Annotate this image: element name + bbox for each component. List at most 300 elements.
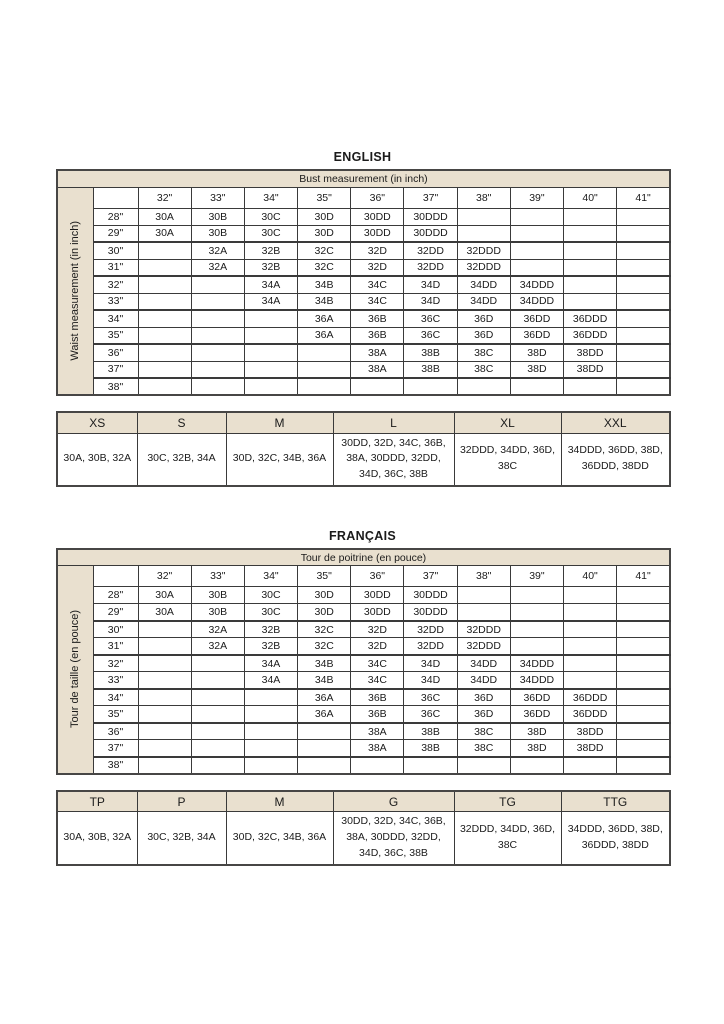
bra-size-cell	[457, 587, 510, 604]
bra-size-cell: 36B	[351, 310, 404, 327]
waist-row	[57, 604, 670, 621]
bra-size-cell: 30A	[138, 587, 191, 604]
bra-size-cell: 38C	[457, 723, 510, 740]
bra-size-cell: 30DD	[351, 604, 404, 621]
waist-row	[57, 208, 670, 225]
band-header-row	[57, 566, 670, 587]
bra-size-cell	[298, 740, 351, 757]
bra-size-cell: 30C	[244, 208, 297, 225]
bra-size-cell	[191, 276, 244, 293]
bra-size-cell	[510, 259, 563, 276]
summary-sizes-cell: 30DD, 32D, 34C, 36B, 38A, 30DDD, 32DD, 34D, 36C, 38B	[333, 812, 454, 865]
section-title: ENGLISH	[333, 150, 392, 164]
bra-size-cell	[617, 655, 670, 672]
waist-row	[57, 655, 670, 672]
bra-size-cell	[138, 242, 191, 259]
waist-row-label: 28"	[93, 587, 138, 604]
bra-size-cell	[298, 378, 351, 395]
bra-size-cell: 30C	[244, 604, 297, 621]
waist-row-label: 31"	[93, 638, 138, 655]
waist-row-label: 31"	[93, 259, 138, 276]
band-size-header: 37"	[404, 187, 457, 208]
band-size-header: 40"	[564, 187, 617, 208]
band-header-row	[57, 187, 670, 208]
summary-sizes-cell: 34DDD, 36DD, 38D, 36DDD, 38DD	[561, 433, 670, 486]
bra-size-cell: 30D	[298, 208, 351, 225]
bra-size-cell	[138, 378, 191, 395]
bra-size-cell: 32B	[244, 242, 297, 259]
bra-size-cell	[138, 689, 191, 706]
summary-sizes-cell: 30DD, 32D, 34C, 36B, 38A, 30DDD, 32DD, 34D, 36C, 38B	[333, 433, 454, 486]
band-size-header: 39"	[510, 187, 563, 208]
waist-row-label: 34"	[93, 689, 138, 706]
section-title: FRANÇAIS	[329, 528, 396, 543]
bra-size-cell: 38DD	[564, 740, 617, 757]
bra-size-cell: 30DDD	[404, 604, 457, 621]
bra-size-cell: 34DDD	[510, 655, 563, 672]
bust-measurement-header: Bust measurement (in inch)	[57, 170, 670, 187]
measurement-table	[56, 169, 671, 396]
bra-size-cell	[351, 757, 404, 774]
bra-size-cell: 34DD	[457, 293, 510, 310]
bra-size-cell	[457, 378, 510, 395]
bra-size-cell	[564, 757, 617, 774]
waist-axis-label-cell	[57, 187, 93, 395]
bra-size-cell	[244, 723, 297, 740]
bust-measurement-header: Tour de poitrine (en pouce)	[57, 549, 670, 566]
bra-size-cell: 34DDD	[510, 293, 563, 310]
bra-size-cell: 32DDD	[457, 638, 510, 655]
bra-size-cell	[138, 310, 191, 327]
waist-row	[57, 344, 670, 361]
summary-size-header: XL	[454, 412, 561, 433]
bra-size-cell: 36C	[404, 689, 457, 706]
summary-sizes-cell: 30A, 30B, 32A	[57, 433, 137, 486]
band-size-header: 41"	[617, 566, 670, 587]
bra-size-cell	[617, 225, 670, 242]
bra-size-cell	[244, 740, 297, 757]
band-size-header: 39"	[510, 566, 563, 587]
summary-size-header: M	[226, 791, 333, 812]
bra-size-cell	[191, 672, 244, 689]
bra-size-cell: 30D	[298, 225, 351, 242]
bra-size-cell	[298, 344, 351, 361]
waist-row	[57, 361, 670, 378]
bra-size-cell	[404, 378, 457, 395]
bra-size-cell: 32C	[298, 259, 351, 276]
bra-size-cell	[617, 621, 670, 638]
bra-size-cell: 32A	[191, 242, 244, 259]
bra-size-cell	[138, 638, 191, 655]
bra-size-cell	[138, 361, 191, 378]
bra-size-cell: 32A	[191, 638, 244, 655]
bra-size-cell	[351, 378, 404, 395]
bra-size-cell	[510, 621, 563, 638]
bra-size-cell: 30B	[191, 604, 244, 621]
bra-size-cell: 30D	[298, 587, 351, 604]
bra-size-cell	[617, 259, 670, 276]
waist-row	[57, 740, 670, 757]
bra-size-cell: 32DD	[404, 638, 457, 655]
bra-size-cell	[244, 361, 297, 378]
waist-row	[57, 276, 670, 293]
bra-size-cell: 30DD	[351, 208, 404, 225]
bra-size-cell: 32DD	[404, 259, 457, 276]
bust-header-row	[57, 549, 670, 566]
bra-size-cell: 30DDD	[404, 208, 457, 225]
bra-size-cell: 30A	[138, 604, 191, 621]
summary-header-row	[57, 791, 670, 812]
summary-data-row	[57, 433, 670, 486]
bra-size-cell	[510, 225, 563, 242]
bra-size-cell	[617, 689, 670, 706]
bra-size-cell: 30B	[191, 587, 244, 604]
summary-sizes-cell: 30D, 32C, 34B, 36A	[226, 812, 333, 865]
waist-row	[57, 378, 670, 395]
bra-size-cell: 30DDD	[404, 225, 457, 242]
waist-row	[57, 293, 670, 310]
bra-size-cell: 38D	[510, 740, 563, 757]
bra-size-cell: 34D	[404, 293, 457, 310]
band-size-header: 40"	[564, 566, 617, 587]
waist-row	[57, 310, 670, 327]
bra-size-cell: 36C	[404, 310, 457, 327]
waist-row	[57, 672, 670, 689]
bra-size-cell	[617, 378, 670, 395]
band-size-header: 35"	[298, 187, 351, 208]
bra-size-cell	[298, 757, 351, 774]
bra-size-cell: 38A	[351, 361, 404, 378]
bra-size-cell	[244, 310, 297, 327]
bra-size-cell	[617, 723, 670, 740]
waist-row	[57, 621, 670, 638]
bra-size-cell	[510, 242, 563, 259]
bra-size-cell: 34A	[244, 655, 297, 672]
bra-size-cell	[617, 276, 670, 293]
bra-size-cell: 32D	[351, 242, 404, 259]
waist-row-label: 35"	[93, 706, 138, 723]
page-content	[56, 150, 669, 908]
waist-row-label: 28"	[93, 208, 138, 225]
bra-size-cell: 34A	[244, 293, 297, 310]
summary-size-header: TG	[454, 791, 561, 812]
waist-row	[57, 242, 670, 259]
waist-row-label: 34"	[93, 310, 138, 327]
summary-size-header: P	[137, 791, 226, 812]
bra-size-cell	[138, 706, 191, 723]
bra-size-cell	[510, 604, 563, 621]
bra-size-cell: 34A	[244, 672, 297, 689]
band-size-header: 36"	[351, 566, 404, 587]
bra-size-cell: 30D	[298, 604, 351, 621]
bra-size-cell: 34B	[298, 293, 351, 310]
bra-size-cell	[617, 242, 670, 259]
bra-size-cell: 36DDD	[564, 310, 617, 327]
bra-size-cell: 34B	[298, 276, 351, 293]
bra-size-cell: 30B	[191, 225, 244, 242]
bra-size-cell: 34DD	[457, 672, 510, 689]
bra-size-cell: 38DD	[564, 361, 617, 378]
bra-size-cell	[138, 293, 191, 310]
waist-row-label: 29"	[93, 604, 138, 621]
bra-size-cell	[191, 740, 244, 757]
bra-size-cell	[457, 604, 510, 621]
bra-size-cell: 36DDD	[564, 327, 617, 344]
bra-size-cell: 34C	[351, 655, 404, 672]
corner-cell	[93, 187, 138, 208]
bra-size-cell: 32B	[244, 259, 297, 276]
bra-size-cell	[564, 259, 617, 276]
bra-size-cell: 36C	[404, 327, 457, 344]
bra-size-cell: 32DD	[404, 242, 457, 259]
summary-sizes-cell: 30C, 32B, 34A	[137, 812, 226, 865]
waist-row	[57, 225, 670, 242]
bra-size-cell	[564, 293, 617, 310]
bra-size-cell: 38B	[404, 344, 457, 361]
bra-size-cell	[244, 344, 297, 361]
bra-size-cell: 32DDD	[457, 259, 510, 276]
band-size-header: 32"	[138, 566, 191, 587]
bra-size-cell: 34DD	[457, 655, 510, 672]
band-size-header: 32"	[138, 187, 191, 208]
bra-size-cell	[564, 672, 617, 689]
bra-size-cell	[138, 723, 191, 740]
waist-row-label: 38"	[93, 378, 138, 395]
bust-header-row	[57, 170, 670, 187]
waist-row-label: 32"	[93, 276, 138, 293]
waist-row	[57, 689, 670, 706]
summary-size-header: M	[226, 412, 333, 433]
waist-axis-label: Tour de taille (en pouce)	[68, 610, 81, 729]
waist-row-label: 37"	[93, 740, 138, 757]
bra-size-cell	[564, 208, 617, 225]
summary-size-header: TTG	[561, 791, 670, 812]
waist-row	[57, 587, 670, 604]
bra-size-cell	[191, 310, 244, 327]
bra-size-cell	[138, 757, 191, 774]
bra-size-cell	[564, 587, 617, 604]
summary-sizes-cell: 30A, 30B, 32A	[57, 812, 137, 865]
bra-size-cell: 32C	[298, 242, 351, 259]
bra-size-cell: 34D	[404, 655, 457, 672]
bra-size-cell: 32DDD	[457, 242, 510, 259]
bra-size-cell: 36C	[404, 706, 457, 723]
bra-size-cell: 32D	[351, 638, 404, 655]
bra-size-cell	[457, 208, 510, 225]
bra-size-cell	[564, 655, 617, 672]
band-size-header: 36"	[351, 187, 404, 208]
bra-size-cell	[404, 757, 457, 774]
bra-size-cell	[138, 672, 191, 689]
size-chart-section	[56, 529, 669, 866]
bra-size-cell	[617, 672, 670, 689]
bra-size-cell	[191, 361, 244, 378]
waist-row	[57, 706, 670, 723]
bra-size-cell	[564, 638, 617, 655]
size-summary-table	[56, 790, 671, 866]
bra-size-cell	[457, 757, 510, 774]
bra-size-cell: 30B	[191, 208, 244, 225]
waist-axis-label-cell	[57, 566, 93, 774]
bra-size-cell: 32A	[191, 259, 244, 276]
summary-sizes-cell: 30C, 32B, 34A	[137, 433, 226, 486]
bra-size-cell: 34DDD	[510, 276, 563, 293]
bra-size-cell	[191, 723, 244, 740]
summary-header-row	[57, 412, 670, 433]
bra-size-cell	[138, 327, 191, 344]
band-size-header: 35"	[298, 566, 351, 587]
band-size-header: 33"	[191, 566, 244, 587]
bra-size-cell	[138, 276, 191, 293]
bra-size-cell: 32DDD	[457, 621, 510, 638]
bra-size-cell: 34D	[404, 672, 457, 689]
bra-size-cell	[298, 723, 351, 740]
bra-size-cell: 30A	[138, 225, 191, 242]
bra-size-cell	[191, 689, 244, 706]
bra-size-cell	[191, 706, 244, 723]
bra-size-cell: 38A	[351, 740, 404, 757]
bra-size-cell	[564, 276, 617, 293]
bra-size-cell: 34DD	[457, 276, 510, 293]
bra-size-cell	[617, 740, 670, 757]
bra-size-cell: 34D	[404, 276, 457, 293]
bra-size-cell: 36D	[457, 327, 510, 344]
size-summary-table	[56, 411, 671, 487]
waist-axis-label: Waist measurement (in inch)	[68, 220, 81, 361]
band-size-header: 33"	[191, 187, 244, 208]
bra-size-cell: 32C	[298, 621, 351, 638]
bra-size-cell: 36DDD	[564, 706, 617, 723]
summary-sizes-cell: 32DDD, 34DD, 36D, 38C	[454, 812, 561, 865]
bra-size-cell	[298, 361, 351, 378]
summary-size-header: G	[333, 791, 454, 812]
bra-size-cell	[617, 706, 670, 723]
bra-size-cell: 36A	[298, 689, 351, 706]
bra-size-cell: 36B	[351, 327, 404, 344]
bra-size-cell: 38D	[510, 361, 563, 378]
waist-row	[57, 723, 670, 740]
bra-size-cell	[191, 378, 244, 395]
bra-size-cell: 32C	[298, 638, 351, 655]
bra-size-cell: 38A	[351, 344, 404, 361]
bra-size-cell	[244, 327, 297, 344]
summary-size-header: S	[137, 412, 226, 433]
bra-size-cell	[617, 638, 670, 655]
size-chart-section	[56, 150, 669, 487]
bra-size-cell: 32B	[244, 638, 297, 655]
bra-size-cell: 36DD	[510, 327, 563, 344]
bra-size-cell: 30A	[138, 208, 191, 225]
bra-size-cell: 34B	[298, 672, 351, 689]
bra-size-cell: 32A	[191, 621, 244, 638]
bra-size-cell	[617, 327, 670, 344]
band-size-header: 34"	[244, 566, 297, 587]
waist-row	[57, 259, 670, 276]
bra-size-cell	[617, 757, 670, 774]
bra-size-cell	[510, 757, 563, 774]
bra-size-cell: 38DD	[564, 723, 617, 740]
bra-size-cell: 30DD	[351, 587, 404, 604]
bra-size-cell	[244, 378, 297, 395]
bra-size-cell: 34B	[298, 655, 351, 672]
bra-size-cell: 38B	[404, 740, 457, 757]
waist-row-label: 36"	[93, 344, 138, 361]
bra-size-cell	[617, 293, 670, 310]
bra-size-cell: 38C	[457, 740, 510, 757]
band-size-header: 34"	[244, 187, 297, 208]
bra-size-cell: 36A	[298, 706, 351, 723]
bra-size-cell	[191, 293, 244, 310]
bra-size-cell: 36D	[457, 689, 510, 706]
bra-size-cell	[564, 621, 617, 638]
bra-size-cell	[138, 740, 191, 757]
bra-size-cell	[138, 621, 191, 638]
bra-size-cell: 32B	[244, 621, 297, 638]
bra-size-cell: 36B	[351, 689, 404, 706]
waist-row-label: 35"	[93, 327, 138, 344]
bra-size-cell: 36DD	[510, 310, 563, 327]
bra-size-cell: 38DD	[564, 344, 617, 361]
bra-size-cell	[191, 757, 244, 774]
summary-size-header: XXL	[561, 412, 670, 433]
summary-size-header: XS	[57, 412, 137, 433]
bra-size-cell: 38B	[404, 723, 457, 740]
waist-row-label: 33"	[93, 672, 138, 689]
band-size-header: 38"	[457, 187, 510, 208]
waist-row-label: 38"	[93, 757, 138, 774]
corner-cell	[93, 566, 138, 587]
bra-size-cell	[510, 208, 563, 225]
bra-size-cell: 36D	[457, 310, 510, 327]
waist-row-label: 30"	[93, 621, 138, 638]
bra-size-cell: 38D	[510, 344, 563, 361]
bra-size-cell	[564, 604, 617, 621]
bra-size-cell	[564, 378, 617, 395]
waist-row-label: 32"	[93, 655, 138, 672]
bra-size-cell: 30C	[244, 587, 297, 604]
waist-row	[57, 757, 670, 774]
bra-size-cell	[617, 604, 670, 621]
bra-size-cell: 36D	[457, 706, 510, 723]
bra-size-cell	[510, 638, 563, 655]
waist-row-label: 33"	[93, 293, 138, 310]
bra-size-cell	[244, 689, 297, 706]
bra-size-cell: 32D	[351, 621, 404, 638]
bra-size-cell	[138, 259, 191, 276]
bra-size-cell: 38B	[404, 361, 457, 378]
bra-size-cell: 36DD	[510, 689, 563, 706]
bra-size-cell	[244, 757, 297, 774]
bra-size-cell: 30DD	[351, 225, 404, 242]
bra-size-cell	[510, 378, 563, 395]
waist-row-label: 36"	[93, 723, 138, 740]
summary-size-header: TP	[57, 791, 137, 812]
bra-size-cell: 38A	[351, 723, 404, 740]
bra-size-cell: 30DDD	[404, 587, 457, 604]
bra-size-cell	[617, 310, 670, 327]
bra-size-cell	[617, 361, 670, 378]
bra-size-cell: 34C	[351, 293, 404, 310]
bra-size-cell: 36A	[298, 327, 351, 344]
bra-size-cell	[191, 344, 244, 361]
summary-sizes-cell: 30D, 32C, 34B, 36A	[226, 433, 333, 486]
bra-size-cell: 34DDD	[510, 672, 563, 689]
bra-size-cell	[244, 706, 297, 723]
bra-size-cell	[510, 587, 563, 604]
bra-size-cell	[191, 327, 244, 344]
waist-row	[57, 327, 670, 344]
bra-size-cell: 36DD	[510, 706, 563, 723]
